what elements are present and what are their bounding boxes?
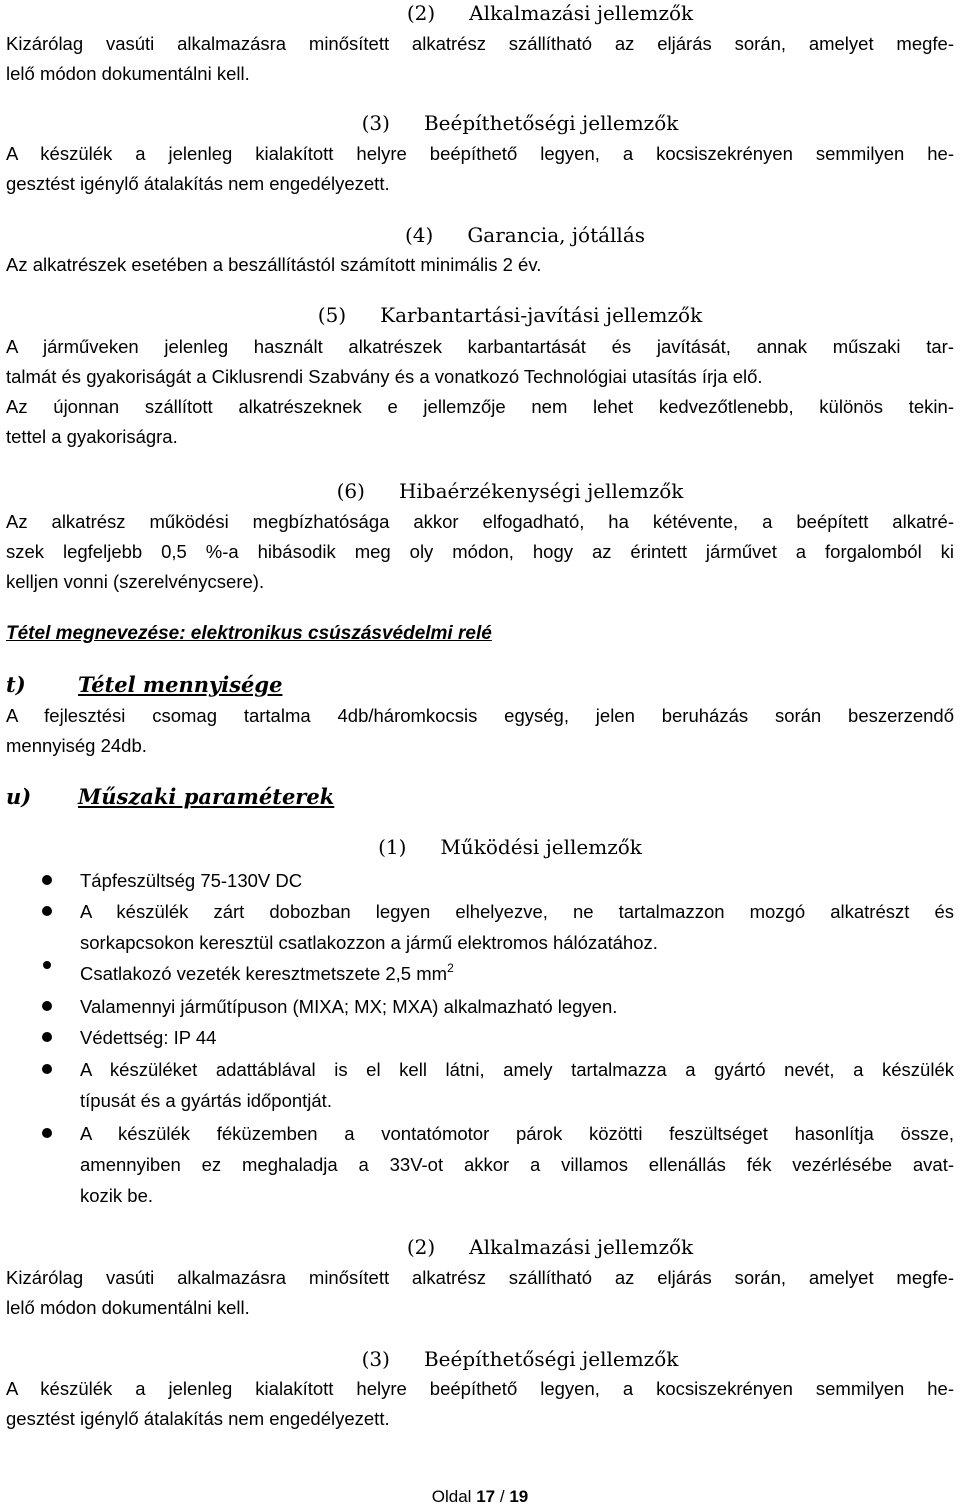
paragraph-line: lelő módon dokumentálni kell. [6, 1297, 250, 1318]
bullet-icon [42, 1128, 52, 1138]
section-number: (3) [361, 111, 390, 135]
bullet-icon [42, 906, 52, 916]
section-number: (2) [406, 1235, 436, 1259]
list-item-text: Tápfeszültség 75-130V DC [80, 870, 303, 891]
list-item-text: Valamennyi járműtípuson (MIXA; MX; MXA) alkalmazható legyen. [80, 996, 618, 1017]
paragraph-beepithetosegi [6, 139, 954, 199]
section-number: (5) [317, 303, 347, 327]
heading-t [6, 671, 282, 699]
heading-title: Műszaki paraméterek [78, 784, 335, 809]
paragraph-line: Az alkatrész működési megbízhatósága akkor elfogadható, ha kétévente, a beépített alkatré- [6, 511, 954, 532]
page-footer [0, 1486, 960, 1508]
section-heading-alkalmazasi-2 [0, 1234, 960, 1260]
paragraph-line: A készülék a jelenleg kialakított helyre beépíthető legyen, a kocsiszekrényen semmilyen he- [6, 143, 954, 164]
paragraph-alkalmazasi-2 [6, 1263, 954, 1323]
heading-u [6, 783, 334, 811]
section-number: (3) [361, 1347, 390, 1371]
bullet-icon [43, 961, 51, 969]
paragraph-line: mennyiség 24db. [6, 735, 147, 756]
list-item-text: amennyiben ez meghaladja a 33V-ot akkor a villamos ellenállás fék vezérlésébe avat- [80, 1154, 954, 1175]
section-heading-hibaerzekenysegi [0, 478, 960, 504]
list-item-text: típusát és a gyártás időpontját. [80, 1090, 332, 1111]
footer-separator: / [499, 1487, 505, 1506]
list-item-text: Védettség: IP 44 [80, 1027, 217, 1048]
superscript: 2 [447, 961, 454, 975]
section-title: Hibaérzékenységi jellemzők [398, 479, 684, 503]
paragraph-alkalmazasi [6, 29, 954, 89]
section-title: Alkalmazási jellemzők [469, 1, 694, 25]
bullet-icon [42, 875, 52, 885]
paragraph-beepithetosegi-2 [6, 1374, 954, 1434]
section-heading-karbantartasi [0, 302, 960, 328]
list-item-text-main: Csatlakozó vezeték keresztmetszete 2,5 mm [80, 963, 448, 984]
paragraph-line: kelljen vonni (szerelvénycsere). [6, 571, 265, 592]
heading-letter: u) [6, 784, 32, 809]
paragraph-line: A járműveken jelenleg használt alkatrészek karbantartását és javítását, annak műszaki tar- [6, 336, 954, 357]
paragraph-line: lelő módon dokumentálni kell. [6, 63, 250, 84]
paragraph-line: A fejlesztési csomag tartalma 4db/háromkocsis egység, jelen beruházás során beszerzendő [6, 705, 954, 726]
list-item-text [80, 958, 954, 989]
section-number: (1) [378, 835, 407, 859]
section-heading-alkalmazasi [0, 0, 960, 26]
paragraph-line: talmát és gyakoriságát a Ciklusrendi Szabvány és a vonatkozó Technológiai utasítás írja elő. [6, 366, 763, 387]
paragraph-hibaerzekenysegi [6, 507, 954, 597]
footer-page-number: 17 [476, 1487, 496, 1506]
paragraph-line: tettel a gyakoriságra. [6, 426, 178, 447]
item-name-heading: Tétel megnevezése: elektronikus csúszásvédelmi relé [6, 623, 492, 644]
heading-title: Tétel mennyisége [78, 672, 283, 697]
list-item-text: A készüléket adattáblával is el kell látni, amely tartalmazza a gyártó nevét, a készülék [80, 1059, 954, 1080]
paragraph-line: gesztést igénylő átalakítás nem engedélyezett. [6, 173, 390, 194]
section-number: (2) [406, 1, 436, 25]
paragraph-line: Kizárólag vasúti alkalmazásra minősített alkatrész szállítható az eljárás során, amelyet megfe- [6, 1267, 954, 1288]
footer-page-total: 19 [509, 1487, 529, 1506]
bullet-icon [42, 1064, 52, 1074]
paragraph-quantity [6, 701, 954, 761]
list-item-text: A készülék féküzemben a vontatómotor párok közötti feszültséget hasonlítja össze, [80, 1123, 954, 1144]
section-title: Beépíthetőségi jellemzők [423, 1347, 679, 1371]
paragraph-line: Az alkatrészek esetében a beszállítástól számított minimális 2 év. [6, 254, 542, 275]
footer-label: Oldal [431, 1487, 472, 1506]
section-heading-mukodesi [0, 834, 960, 860]
section-heading-garancia [0, 222, 960, 248]
heading-letter: t) [6, 672, 26, 697]
paragraph-garancia [6, 250, 954, 280]
section-title: Karbantartási-javítási jellemzők [380, 303, 703, 327]
paragraph-karbantartasi [6, 332, 954, 452]
list-item-text: A készülék zárt dobozban legyen elhelyezve, ne tartalmazzon mozgó alkatrészt és [80, 901, 954, 922]
list-item-text: sorkapcsokon keresztül csatlakozzon a jármű elektromos hálózatához. [80, 932, 658, 953]
section-title: Garancia, jótállás [467, 223, 646, 247]
section-heading-beepithetosegi [0, 110, 960, 136]
paragraph-line: szek legfeljebb 0,5 %-a hibásodik meg oly módon, hogy az érintett járművet a forgalomból ki [6, 541, 954, 562]
paragraph-line: Az újonnan szállított alkatrészeknek e jellemzője nem lehet kedvezőtlenebb, különös tekin- [6, 396, 954, 417]
section-heading-beepithetosegi-2 [0, 1346, 960, 1372]
section-title: Alkalmazási jellemzők [469, 1235, 694, 1259]
bullet-icon [42, 1001, 52, 1011]
list-item-text: kozik be. [80, 1185, 154, 1206]
paragraph-line: gesztést igénylő átalakítás nem engedélyezett. [6, 1408, 390, 1429]
section-title: Működési jellemzők [440, 835, 642, 859]
section-number: (4) [404, 223, 434, 247]
paragraph-line: Kizárólag vasúti alkalmazásra minősített alkatrész szállítható az eljárás során, amelyet megfe- [6, 33, 954, 54]
section-title: Beépíthetőségi jellemzők [423, 111, 679, 135]
bullet-icon [42, 1032, 52, 1042]
section-number: (6) [336, 479, 365, 503]
paragraph-line: A készülék a jelenleg kialakított helyre beépíthető legyen, a kocsiszekrényen semmilyen he- [6, 1378, 954, 1399]
